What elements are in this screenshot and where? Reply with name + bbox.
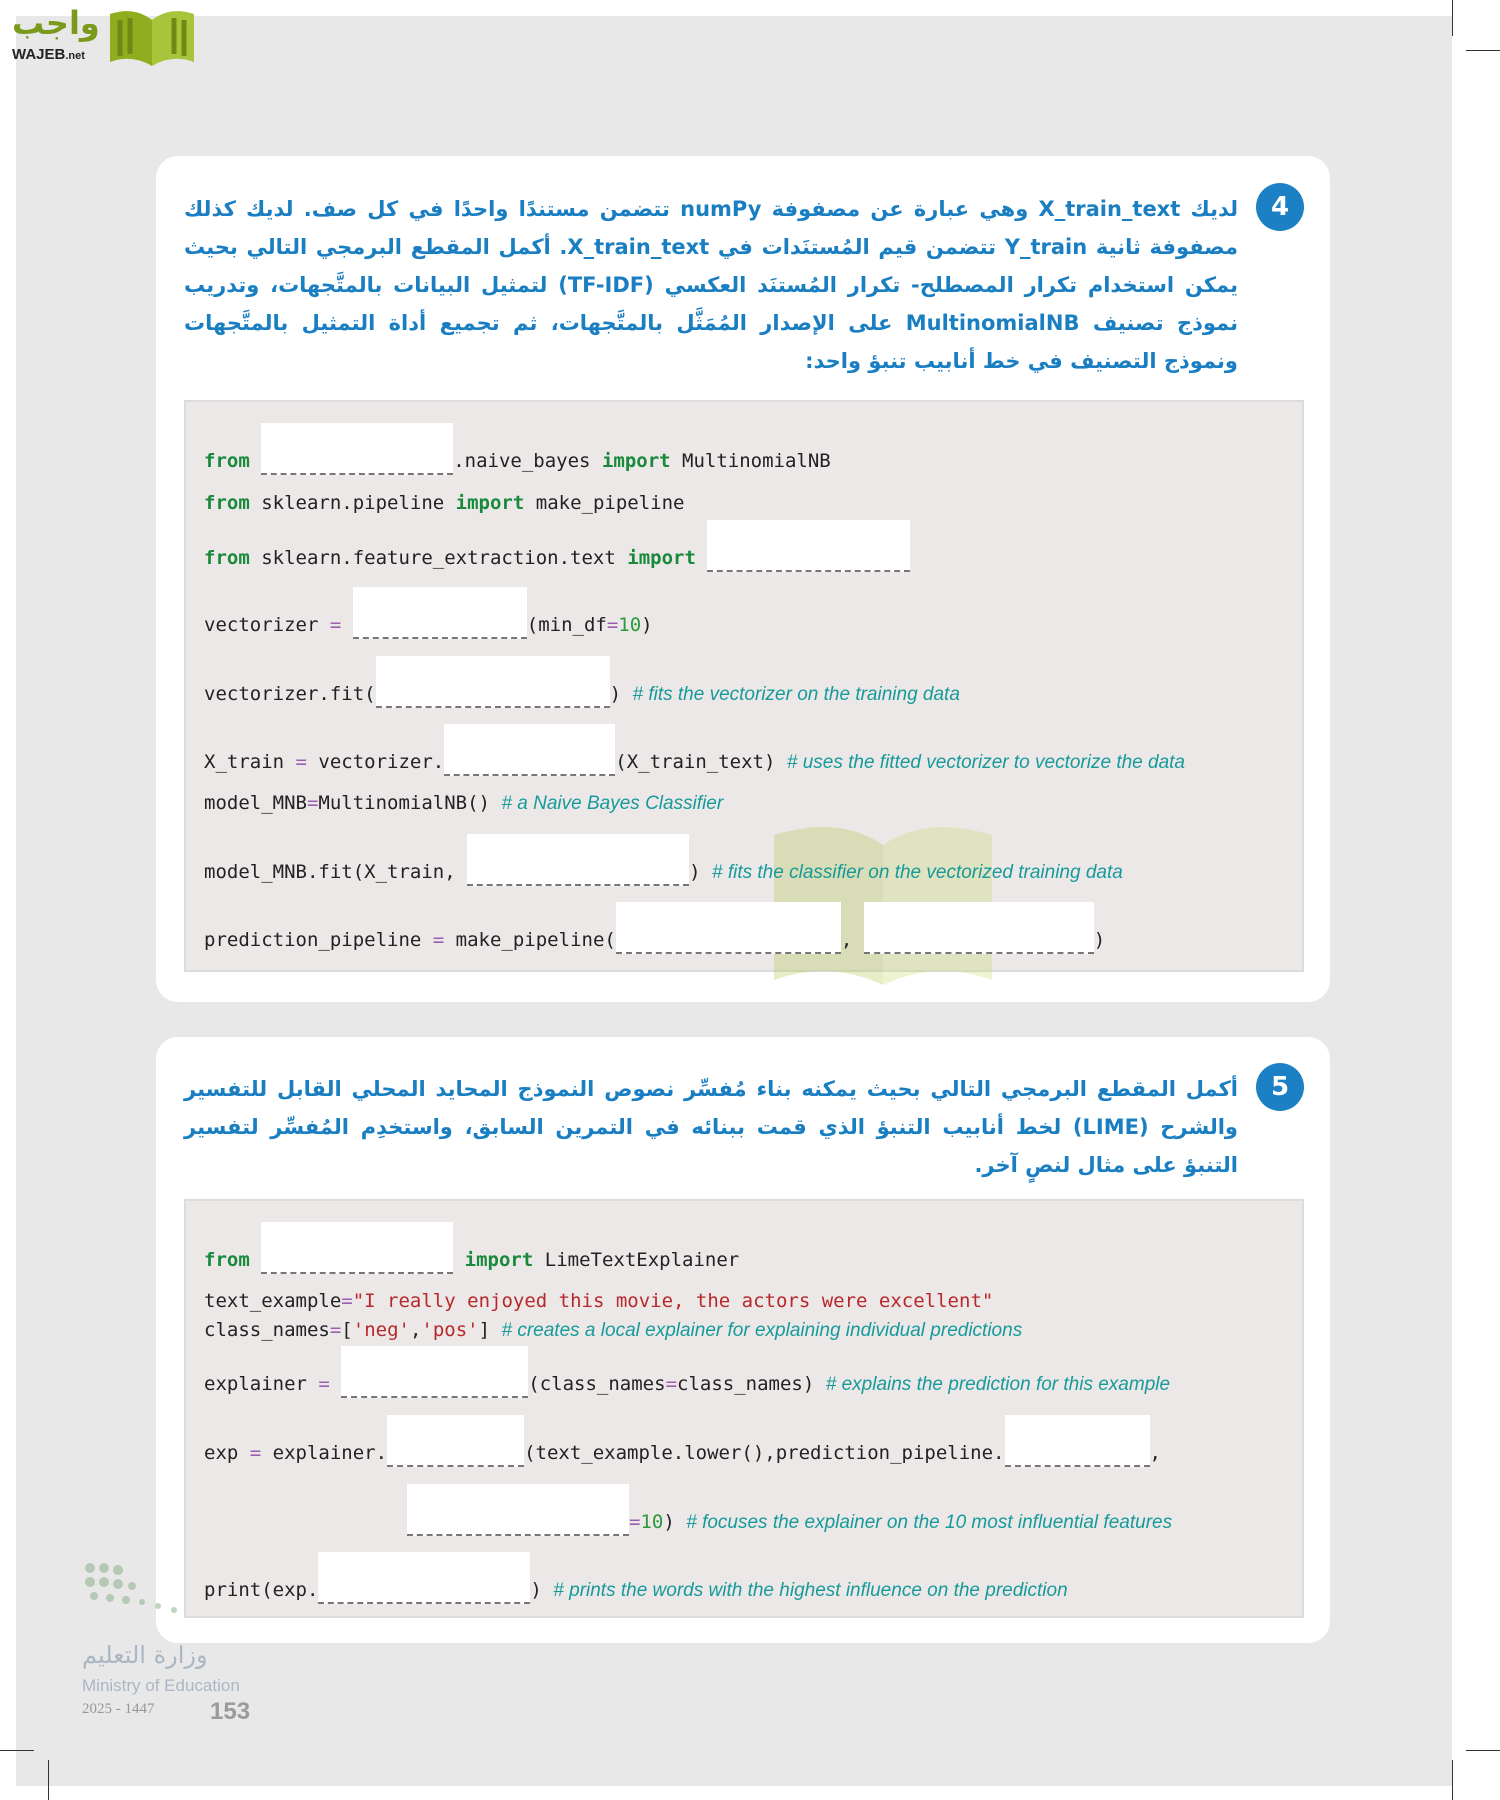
blank-input[interactable] — [864, 928, 1094, 952]
crop-mark — [48, 1760, 49, 1800]
blank-input[interactable] — [261, 1248, 453, 1272]
code-line: text_example="I really enjoyed this movie, the actors were excellent" — [204, 1290, 994, 1312]
exercise-number-4: 4 — [1256, 183, 1304, 231]
crop-mark — [1466, 1750, 1500, 1751]
crop-mark — [1452, 1760, 1453, 1800]
code-line: X_train = vectorizer. (X_train_text) # uses the fitted vectorizer to vectorize the data — [204, 751, 1185, 773]
code-line: prediction_pipeline = make_pipeline( , ) — [204, 929, 1106, 951]
blank-input[interactable] — [707, 546, 910, 570]
ministry-dots-icon — [82, 1560, 192, 1630]
code-line: from .naive_bayes import MultinomialNB — [204, 450, 831, 472]
code-line: class_names=['neg','pos'] # creates a local explainer for explaining individual predictions — [204, 1319, 1023, 1341]
code-line: from sklearn.pipeline import make_pipeline — [204, 492, 685, 514]
code-line: print(exp. ) # prints the words with the highest influence on the prediction — [204, 1579, 1068, 1601]
crop-mark — [1452, 0, 1453, 36]
blank-input[interactable] — [261, 449, 453, 473]
ministry-name-arabic: وزارة التعليم — [82, 1641, 208, 1669]
wajeb-logo — [10, 4, 190, 68]
blank-input[interactable] — [1005, 1441, 1150, 1465]
blank-input[interactable] — [387, 1441, 524, 1465]
logo-arabic: واجب — [12, 4, 100, 42]
code-line: model_MNB=MultinomialNB() # a Naive Bayes Classifier — [204, 792, 724, 814]
ministry-name-english: Ministry of Education — [82, 1676, 240, 1695]
blank-input[interactable] — [616, 928, 841, 952]
page-number: 153 — [210, 1698, 251, 1725]
academic-year: 2025 - 1447 — [82, 1701, 155, 1717]
code-line: vectorizer = (min_df=10) — [204, 614, 653, 636]
code-line: exp = explainer. (text_example.lower(),prediction_pipeline. , — [204, 1442, 1161, 1464]
blank-input[interactable] — [444, 750, 615, 774]
blank-input[interactable] — [318, 1578, 530, 1602]
code-line: from sklearn.feature_extraction.text import — [204, 546, 910, 570]
blank-input[interactable] — [376, 682, 610, 706]
blank-input[interactable] — [353, 613, 527, 637]
book-icon — [106, 6, 198, 68]
code-line: =10) # focuses the explainer on the 10 most influential features — [407, 1510, 1172, 1534]
blank-input[interactable] — [467, 860, 689, 884]
crop-mark — [1466, 50, 1500, 51]
code-line: model_MNB.fit(X_train, ) # fits the classifier on the vectorized training data — [204, 861, 1123, 883]
exercise-5-instructions: أكمل المقطع البرمجي التالي بحيث يمكنه بناء مُفسِّر نصوص النموذج المحايد المحلي القابل للتفسير والشرح (LIME) لخط أنابيب التنبؤ الذي قمت ببنائه في التمرين السابق، واستخدِم المُفسِّر لتفسير التنبؤ على مثال لنصٍ آخر. — [184, 1077, 1238, 1177]
exercise-4-instructions: لديك X_train_text وهي عبارة عن مصفوفة numPy تتضمن مستندًا واحدًا في كل صف. لديك كذلك مصفوفة ثانية Y_train تتضمن قيم المُستنَدات في X_train_text. أكمل المقطع البرمجي التالي بحيث يمكن استخدام تكرار المصطلح- تكرار المُستنَد العكسي (TF-IDF) لتمثيل البيانات بالمتَّجهات، وتدريب نموذج تصنيف MultinomialNB على الإصدار المُمَثَّل بالمتَّجهات، ثم تجميع أداة التمثيل بالمتَّجهات ونموذج التصنيف في خط أنابيب تنبؤ واحد: — [184, 197, 1239, 373]
code-line: from import LimeTextExplainer — [204, 1249, 740, 1271]
logo-latin: WAJEB.net — [12, 46, 85, 63]
exercise-number-5: 5 — [1256, 1063, 1304, 1111]
blank-input[interactable] — [407, 1510, 629, 1534]
code-line: explainer = (class_names=class_names) # explains the prediction for this example — [204, 1373, 1171, 1395]
code-line: vectorizer.fit( ) # fits the vectorizer on the training data — [204, 683, 960, 705]
blank-input[interactable] — [341, 1372, 528, 1396]
crop-mark — [0, 1750, 34, 1751]
